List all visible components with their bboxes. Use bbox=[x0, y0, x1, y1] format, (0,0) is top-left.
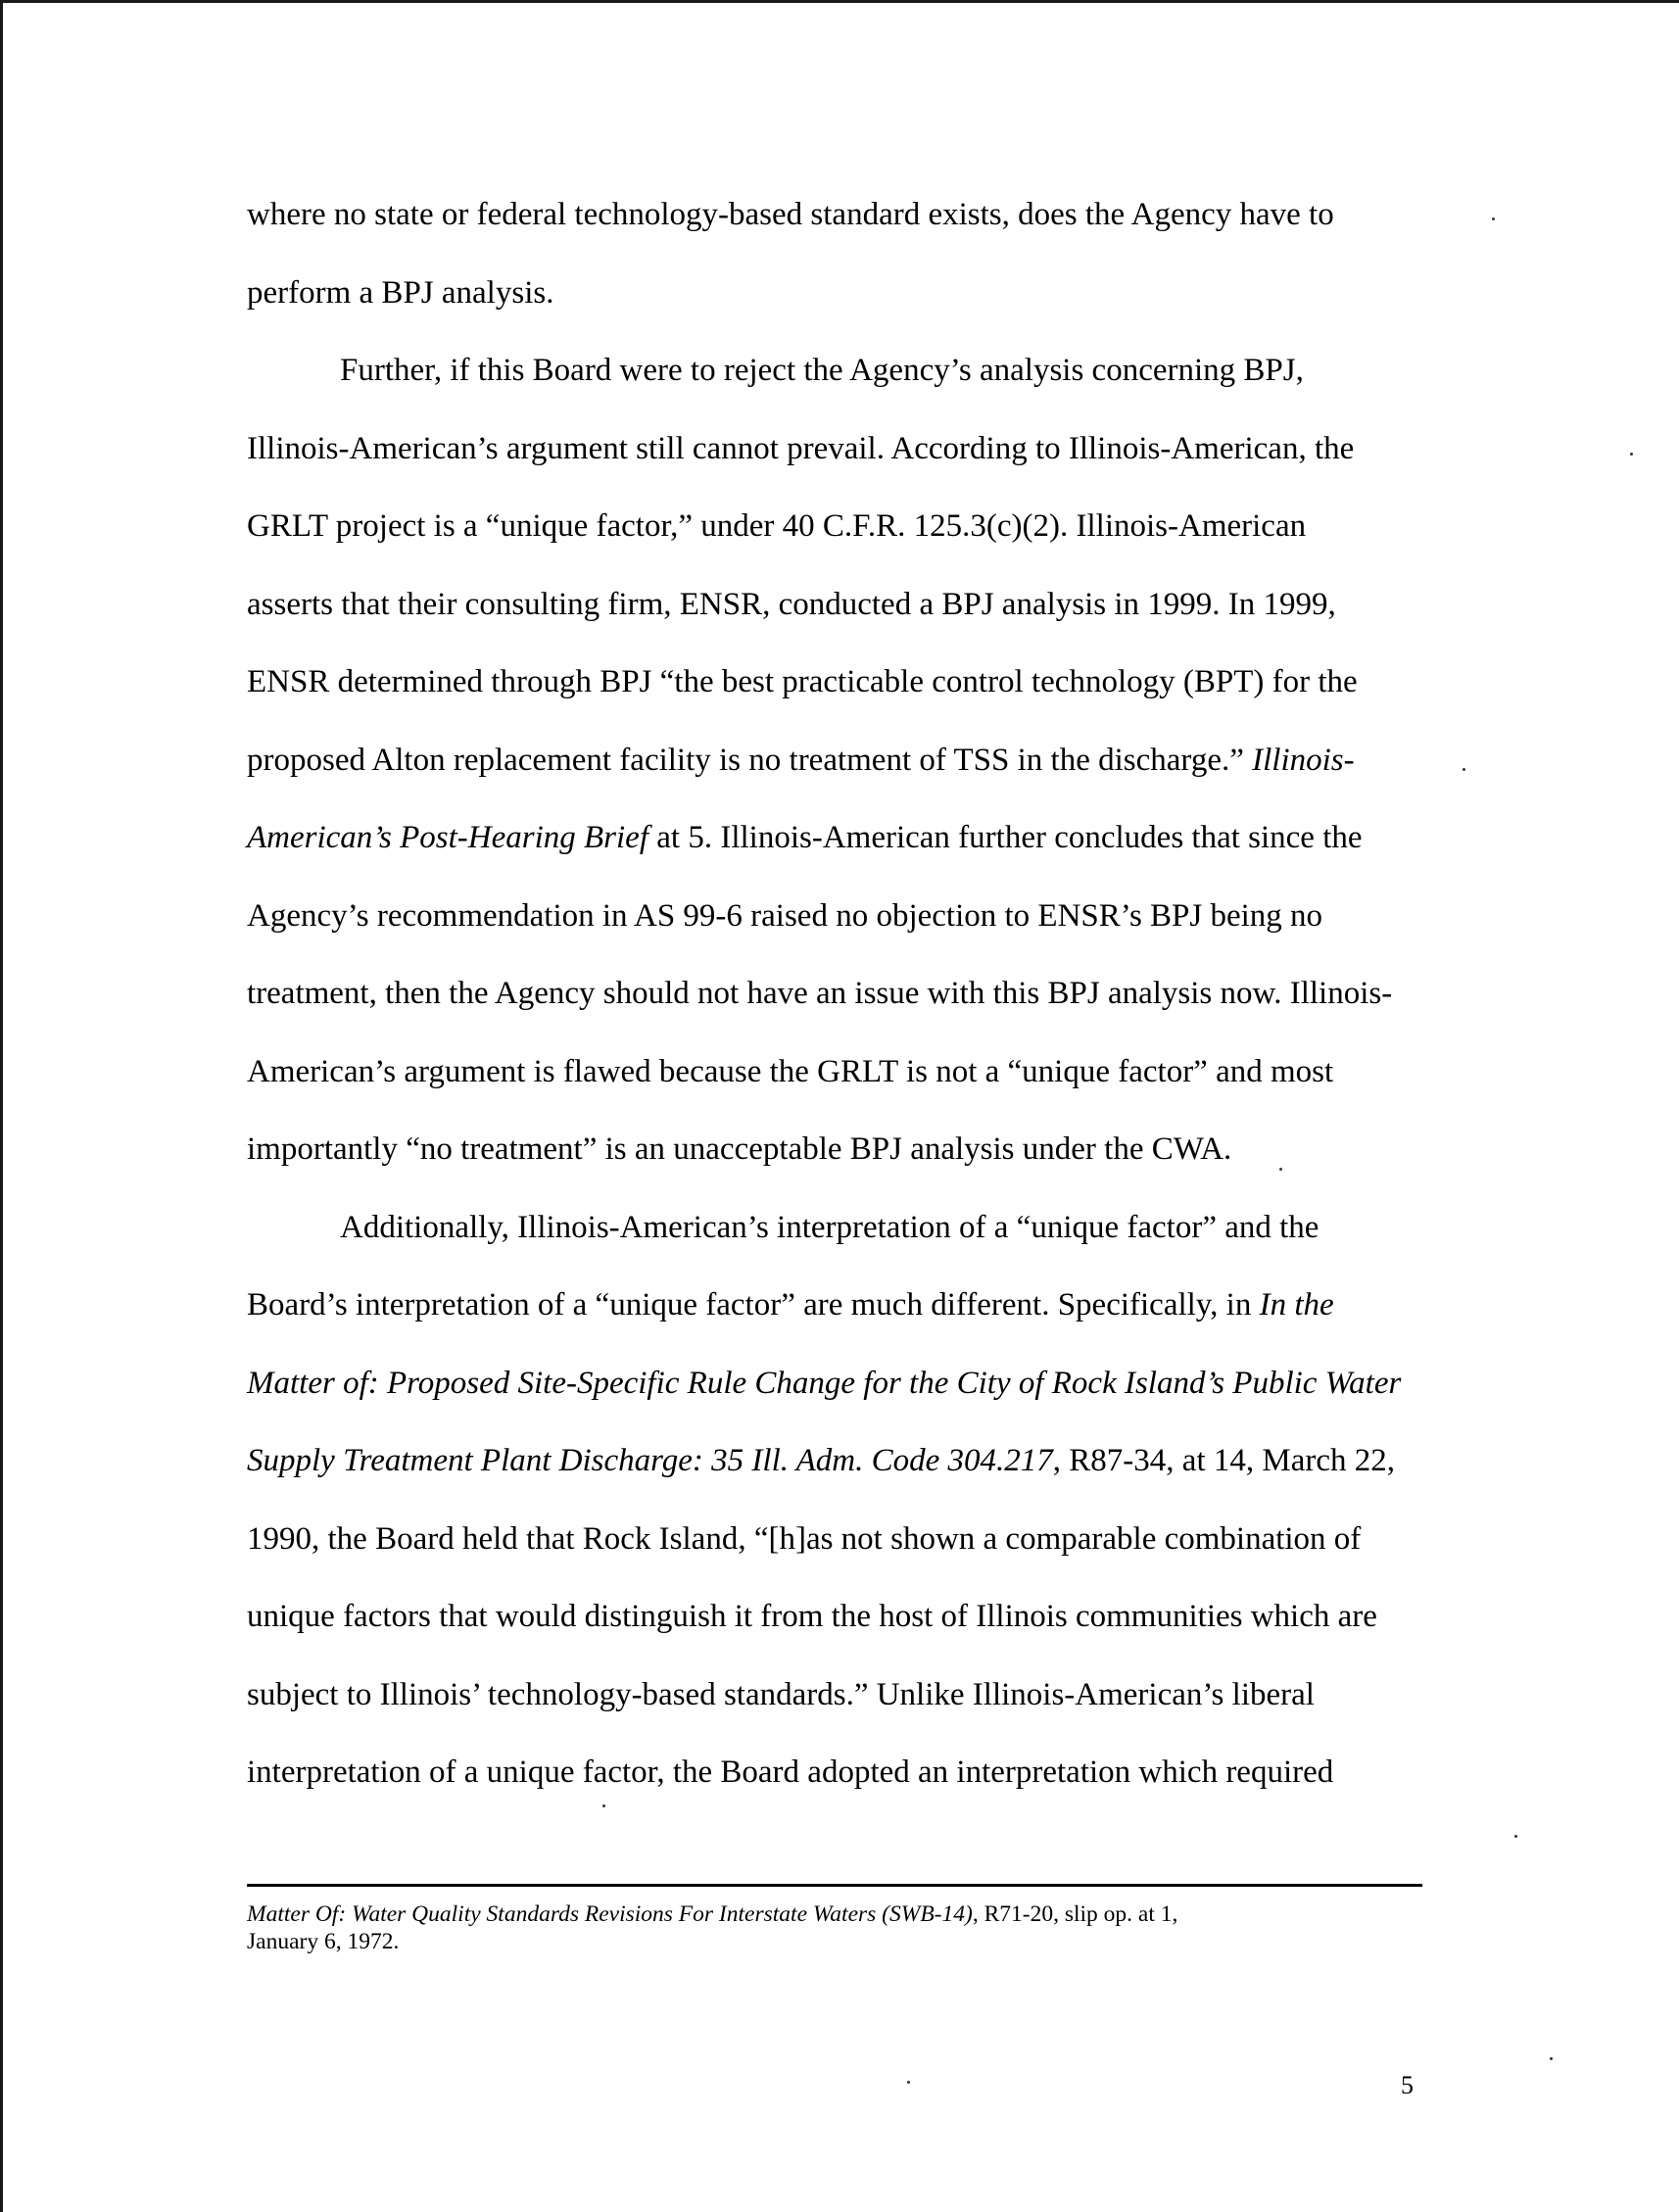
scan-speck bbox=[1630, 453, 1633, 456]
text-segment: Board’s interpretation of a “unique factor” are much different. Specifically, in bbox=[247, 1287, 1260, 1322]
text-segment: interpretation of a unique factor, the Board adopted an interpretation which required bbox=[247, 1755, 1334, 1790]
text-segment: at 5. Illinois-American further concludes that since the bbox=[648, 820, 1363, 855]
document-lines-line bbox=[247, 644, 1422, 722]
text-segment: ENSR determined through BPJ “the best practicable control technology (BPT) for the bbox=[247, 664, 1358, 699]
text-segment: importantly “no treatment” is an unacceptable BPJ analysis under the CWA. bbox=[247, 1131, 1232, 1167]
document-lines-line bbox=[247, 878, 1422, 956]
scan-speck bbox=[1550, 2057, 1553, 2060]
document-lines-line bbox=[247, 1034, 1422, 1112]
document-lines-line bbox=[247, 176, 1422, 255]
document-lines-line bbox=[247, 955, 1422, 1034]
text-segment: , R71-20, slip op. at 1, bbox=[972, 1901, 1178, 1927]
italic-text: Matter Of: Water Quality Standards Revisions For Interstate Waters (SWB-14) bbox=[247, 1901, 973, 1927]
document-lines-line bbox=[247, 255, 1422, 333]
document-lines-line bbox=[247, 1578, 1422, 1657]
footnote-lines-line bbox=[247, 1928, 1422, 1955]
document-lines-line bbox=[247, 566, 1422, 645]
document-lines-line bbox=[247, 1657, 1422, 1735]
footnote-separator bbox=[247, 1884, 1422, 1887]
page-number: 5 bbox=[1401, 2071, 1414, 2099]
text-segment: Agency’s recommendation in AS 99-6 raised no objection to ENSR’s BPJ being no bbox=[247, 897, 1323, 934]
document-lines-line bbox=[247, 1189, 1422, 1268]
italic-text: American’s Post-Hearing Brief bbox=[247, 820, 649, 855]
text-segment: where no state or federal technology-based standard exists, does the Agency have to bbox=[247, 197, 1334, 232]
scan-speck bbox=[602, 1804, 605, 1807]
document-lines-line bbox=[247, 1734, 1422, 1812]
text-segment: January 6, 1972. bbox=[247, 1929, 400, 1954]
text-segment: 1990, the Board held that Rock Island, “[h]as not shown a comparable combination of bbox=[247, 1520, 1362, 1557]
document-lines-line bbox=[247, 1267, 1422, 1345]
document-lines-line bbox=[247, 1501, 1422, 1579]
text-segment: treatment, then the Agency should not have an issue with this BPJ analysis now. Illinois- bbox=[247, 976, 1393, 1011]
scan-speck bbox=[1463, 768, 1465, 771]
text-segment: Further, if this Board were to reject the Agency’s analysis concerning BPJ, bbox=[340, 353, 1304, 388]
scan-speck bbox=[907, 2081, 910, 2084]
document-lines-line bbox=[247, 410, 1422, 489]
text-segment: GRLT project is a “unique factor,” under 40 C.F.R. 125.3(c)(2). Illinois-American bbox=[247, 508, 1307, 544]
scan-edge-top bbox=[0, 0, 1679, 3]
italic-text: In the bbox=[1259, 1287, 1334, 1322]
text-segment: unique factors that would distinguish it from the host of Illinois communities which are bbox=[247, 1599, 1377, 1634]
document-lines-line bbox=[247, 799, 1422, 878]
italic-text: Supply Treatment Plant Discharge: 35 Ill. Adm. Code 304.217 bbox=[247, 1443, 1053, 1478]
scan-speck bbox=[1492, 217, 1495, 220]
text-segment: perform a BPJ analysis. bbox=[247, 274, 554, 311]
text-segment: Additionally, Illinois-American’s interpretation of a “unique factor” and the bbox=[340, 1209, 1319, 1245]
text-segment: proposed Alton replacement facility is no treatment of TSS in the discharge.” bbox=[247, 742, 1253, 778]
text-segment: asserts that their consulting firm, ENSR, conducted a BPJ analysis in 1999. In 1999, bbox=[247, 586, 1336, 622]
scan-speck bbox=[1279, 1168, 1282, 1171]
document-lines-line bbox=[247, 332, 1422, 410]
text-segment: Illinois-American’s argument still cannot prevail. According to Illinois-American, the bbox=[247, 430, 1355, 466]
footnote bbox=[247, 1900, 1422, 1955]
italic-text: Matter of: Proposed Site-Specific Rule Change for the City of Rock Island’s Public Water bbox=[247, 1365, 1402, 1401]
scan-edge-left bbox=[0, 0, 3, 2212]
document-lines-line bbox=[247, 1345, 1422, 1423]
footnote-lines-line bbox=[247, 1900, 1422, 1928]
body-text bbox=[247, 176, 1422, 1812]
text-segment: subject to Illinois’ technology-based standards.” Unlike Illinois-American’s liberal bbox=[247, 1676, 1315, 1712]
text-segment: American’s argument is flawed because the GRLT is not a “unique factor” and most bbox=[247, 1053, 1334, 1089]
scan-speck bbox=[1514, 1835, 1517, 1838]
document-lines-line bbox=[247, 722, 1422, 800]
document-lines-line bbox=[247, 1422, 1422, 1501]
document-lines-line bbox=[247, 488, 1422, 566]
italic-text: Illinois- bbox=[1252, 742, 1355, 778]
text-segment: , R87-34, at 14, March 22, bbox=[1052, 1443, 1395, 1478]
document-lines-line bbox=[247, 1111, 1422, 1189]
